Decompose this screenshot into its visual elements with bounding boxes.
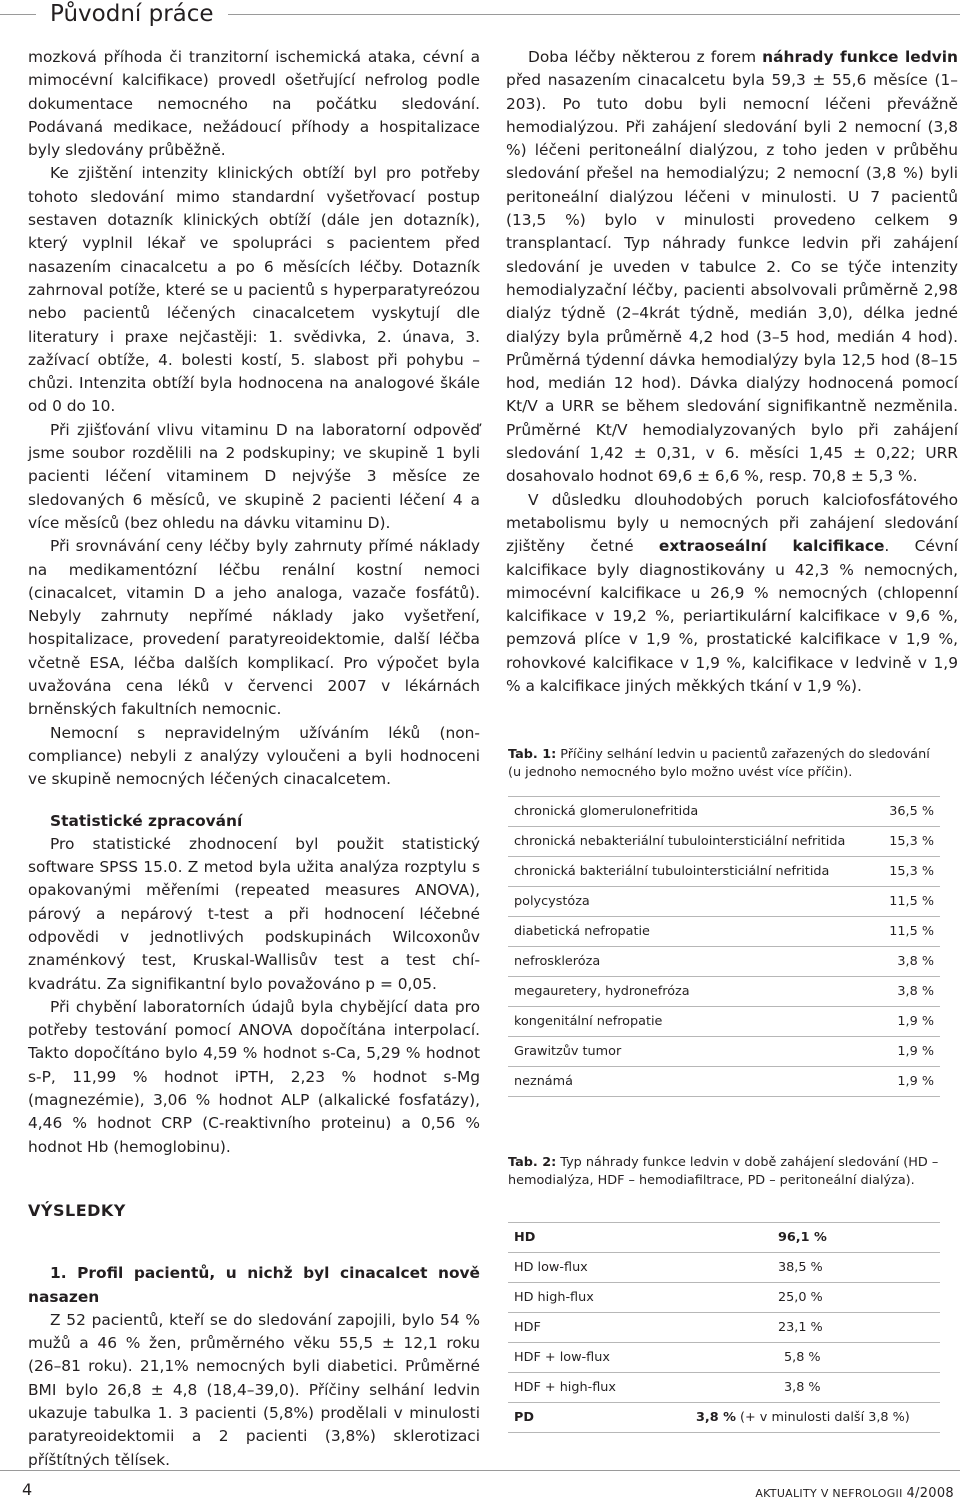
paragraph [506, 489, 958, 699]
table2 [508, 1222, 940, 1433]
pd-value: 3,8 % [696, 1410, 736, 1425]
table-row [508, 1253, 940, 1283]
table-row [508, 1007, 940, 1037]
cell-label: HD [508, 1223, 688, 1253]
bold-term: extraoseální kalcifikace [658, 537, 885, 556]
cell-value: 11,5 % [879, 887, 940, 917]
cell-value: 38,5 % [688, 1253, 940, 1283]
table-row [508, 797, 940, 827]
cell-label: HD high-flux [508, 1283, 688, 1313]
cell-value: 3,8 % [879, 947, 940, 977]
text-run: V důsledku dlouhodobých poruch kalciofosfátového metabolismu byly u nemocných při zahájení sledování zjištěny četné [506, 490, 958, 556]
paragraph: Při srovnávání ceny léčby byly zahrnuty přímé náklady na medikamentózní léčbu renální kostní nemoci (cinacalcet, vitamin D a jeho analoga, vazače fosfátů). Nebyly zahrnuty nepřímé náklady jako vyšetření, hospitalizace, provedení paratyreoidektomie, další léčba včetně ESA, léčba dalších komplikací. Pro výpočet byla uvažována cena léků v červenci 2007 v lékárnách brněnských fakultních nemocnic. [28, 537, 480, 719]
right-column [506, 46, 958, 698]
table-row [508, 1403, 940, 1433]
table-row [508, 1283, 940, 1313]
pd-note: (+ v minulosti další 3,8 %) [735, 1410, 910, 1425]
table1-caption-label: Tab. 1: [508, 747, 557, 762]
cell-label: HDF [508, 1313, 688, 1343]
paragraph: Pro statistické zhodnocení byl použit statistický software SPSS 15.0. Z metod byla užita analýza rozptylu s opakovanými měřeními (repeated measures ANOVA), párový a nepárový t-test a při hodnocení léčebné odpovědi v jednotlivých podskupinách Wilcoxonův znaménkový test, Kruskal-Wallisův test a test chí-kvadrátu. Za signifikantní bylo považováno p = 0,05. [28, 834, 480, 993]
bold-term: náhrady funkce ledvin [762, 48, 958, 66]
cell-value: 25,0 % [688, 1283, 940, 1313]
table1 [508, 796, 940, 1097]
section-heading-statistics: Statistické zpracování [50, 811, 243, 830]
table2-caption-label: Tab. 2: [508, 1155, 557, 1170]
table-row [508, 887, 940, 917]
text-run: . Cévní kalcifikace byly diagnostikovány u 42,3 % nemocných, mimocévní kalcifikace u 26,9 % nemocných (chlopenní kalcifikace v 19,2 %, periartikulární kalcifikace v 9,6 %, pemzová plíce v 1,9 %, prostatické kalcifikace v 1,9 %, rohovkové kalcifikace v 1,9 %, kalcifikace v ledvině v 1,9 % a kalcifikace jiných měkkých tkání v 1,9 %). [506, 537, 959, 696]
table-row [508, 857, 940, 887]
cell-label: HDF + high-flux [508, 1373, 688, 1403]
section-title: Původní práce [50, 1, 214, 27]
table-row [508, 1313, 940, 1343]
table-row [508, 1343, 940, 1373]
cell-value: 1,9 % [879, 1037, 940, 1067]
cell-label: chronická glomerulonefritida [508, 797, 879, 827]
cell-value: 96,1 % [688, 1223, 940, 1253]
cell-label: kongenitální nefropatie [508, 1007, 879, 1037]
cell-value: 1,9 % [879, 1007, 940, 1037]
subsection-heading: 1. Profil pacientů, u nichž byl cinacalcet nově nasazen [28, 1264, 480, 1306]
left-column [28, 46, 480, 1472]
table-row [508, 1223, 940, 1253]
cell-value [688, 1403, 940, 1433]
cell-value: 15,3 % [879, 827, 940, 857]
cell-value: 23,1 % [688, 1313, 940, 1343]
table-row [508, 947, 940, 977]
paragraph: Nemocní s nepravidelným užíváním léků (non-compliance) nebyli z analýzy vyloučeni a byli hodnoceni ve skupině nemocných léčených cinacalcetem. [28, 723, 480, 789]
header [36, 0, 228, 28]
journal-name [755, 1486, 954, 1501]
journal-title: AKTUALITY V NEFROLOGII [755, 1487, 907, 1500]
table-row [508, 977, 940, 1007]
cell-label: neznámá [508, 1067, 879, 1097]
table-row [508, 1067, 940, 1097]
table2-caption [508, 1154, 940, 1190]
cell-value: 15,3 % [879, 857, 940, 887]
footer-rule [0, 1470, 960, 1471]
table-row [508, 827, 940, 857]
paragraph: Z 52 pacientů, kteří se do sledování zapojili, bylo 54 % mužů a 46 % žen, průměrného věku 55,5 ± 12,1 roku (26–81 roku). 21,1% nemocných byli diabetici. Průměrné BMI bylo 26,8 ± 4,8 (18,4–39,0). Příčiny selhání ledvin ukazuje tabulka 1. 3 pacienti (5,8%) prodělali v minulosti paratyreoidektomii a 2 pacienti (3,8%) sklerotizaci příštítných tělísek. [28, 1310, 480, 1469]
cell-label: polycystóza [508, 887, 879, 917]
paragraph: Při zjišťování vlivu vitaminu D na laboratorní odpověď jsme soubor rozdělili na 2 podskupiny; ve skupině 1 byli pacienti léčení vitaminem D nejvýše 3 měsíce ze sledovaných 6 měsíců, ve skupině 2 pacienti léčení 4 a více měsíců (bez ohledu na dávku vitaminu D). [28, 420, 480, 532]
paragraph: Při chybění laboratorních údajů byla chybějící data pro potřeby testování pomocí ANOVA dopočítána interpolací. Takto dopočítáno bylo 4,59 % hodnot s-Ca, 5,29 % hodnot s-P, 11,99 % hodnot iPTH, 2,23 % hodnot s-Mg (magnezémie), 3,06 % hodnot ALP (alkalické fosfatázy), 4,46 % hodnot CRP (C-reaktivního proteinu) a 0,56 % hodnot Hb (hemoglobinu). [28, 997, 480, 1156]
cell-label: nefroskleróza [508, 947, 879, 977]
cell-label: Grawitzův tumor [508, 1037, 879, 1067]
table2-caption-text: Typ náhrady funkce ledvin v době zahájení sledování (HD – hemodialýza, HDF – hemodiafiltrace, PD – peritoneální dialýza). [508, 1155, 939, 1188]
cell-label: megauretery, hydronefróza [508, 977, 879, 1007]
cell-value: 3,8 % [879, 977, 940, 1007]
table1-caption-text: Příčiny selhání ledvin u pacientů zařazených do sledování (u jednoho nemocného bylo možno uvést více příčin). [508, 747, 930, 780]
cell-value: 36,5 % [879, 797, 940, 827]
cell-label: HD low-flux [508, 1253, 688, 1283]
table-row [508, 1037, 940, 1067]
cell-value: 5,8 % [688, 1343, 940, 1373]
cell-label: diabetická nefropatie [508, 917, 879, 947]
table-row [508, 917, 940, 947]
cell-value: 11,5 % [879, 917, 940, 947]
journal-issue: 4/2008 [906, 1486, 954, 1501]
paragraph: Ke zjištění intenzity klinických obtíží byl pro potřeby tohoto sledování mimo standardní vyšetřovací postup sestaven dotazník klinických obtíží (dále jen dotazník), který vyplnil lékař ve spolupráci s pacientem před nasazením cinacalcetu a po 6 měsících léčby. Dotazník zahrnoval potíže, které se u pacientů s hyperparatyreózou nebo pacientů léčených cinacalcetem vyskytují dle literatury i praxe nejčastěji: 1. svědivka, 2. únava, 3. zažívací obtíže, 4. bolesti kostí, 5. slabost při pohybu – chůzi. Intenzita obtíží byla hodnocena na analogové škále od 0 do 10. [28, 164, 480, 416]
cell-label: HDF + low-flux [508, 1343, 688, 1373]
table1-caption [508, 746, 940, 782]
cell-label: PD [508, 1403, 688, 1433]
cell-value: 1,9 % [879, 1067, 940, 1097]
section-heading-results: VÝSLEDKY [28, 1200, 126, 1220]
table-row [508, 1373, 940, 1403]
paragraph: mozková příhoda či tranzitorní ischemická ataka, cévní a mimocévní kalcifikace) provedl ošetřující nefrolog podle dokumentace nemocného na počátku sledování. Podávaná medikace, nežádoucí příhody a hospitalizace byly sledovány průběžně. [28, 48, 480, 160]
cell-label: chronická bakteriální tubulointersticiální nefritida [508, 857, 879, 887]
text-run: Doba léčby některou z forem [528, 48, 763, 66]
cell-label: chronická nebakteriální tubulointersticiální nefritida [508, 827, 879, 857]
cell-value: 3,8 % [688, 1373, 940, 1403]
text-run: před nasazením cinacalcetu byla 59,3 ± 55,6 měsíce (1–203). Po tuto dobu byli nemocní léčeni převážně hemodialýzou. Při zahájení sledování byli 2 nemocní (3,8 %) léčeni peritoneální dialýzou, z toho jeden v průběhu sledování přešel na hemodialýzu; 2 nemocní (3,8 %) byli peritoneální dialýzou léčeni v minulosti. U 7 pacientů (13,5 %) bylo v minulosti provedeno celkem 9 transplantací. Typ náhrady funkce ledvin při zahájení sledování je uveden v tabulce 2. Co se týče intenzity hemodialyzační léčby, pacienti absolvovali průměrně 2,98 dialýz týdně (2–4krát týdně, medián 3,0), délka jedné dialýzy byla průměrně 4,2 hod (3–5 hod, medián 4 hod). Průměrná týdenní dávka hemodialýzy byla 12,5 hod (8–15 hod, medián 12 hod). Dávka dialýzy hodnocená pomocí Kt/V a URR se během sledování signifikantně nezměnila. Průměrné Kt/V hemodialyzovaných bylo při zahájení sledování 1,42 ± 0,31, v 6. měsíci 1,45 ± 0,22; URR dosahovalo hodnot 69,6 ± 6,6 %, resp. 70,8 ± 5,3 %. [506, 71, 958, 486]
paragraph [506, 46, 958, 489]
page-number: 4 [22, 1480, 33, 1499]
